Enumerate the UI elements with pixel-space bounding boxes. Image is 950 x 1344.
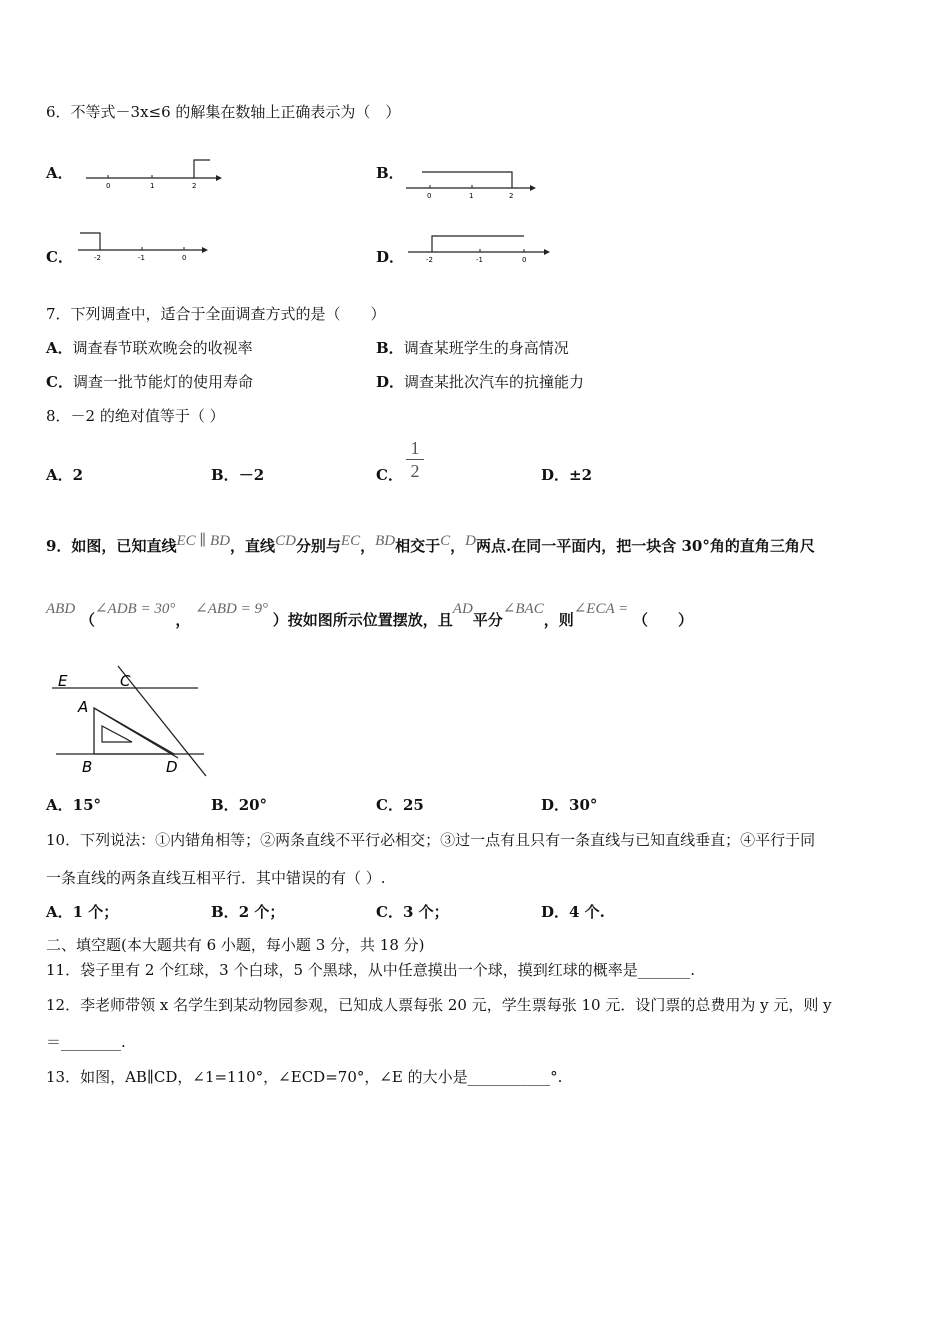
q8-stem: 8．－2 的绝对值等于（ ）: [46, 407, 225, 425]
q9-option-b: B．20°: [211, 796, 268, 814]
q6-option-a-numberline: [80, 150, 230, 195]
q7-option-b: B．调查某班学生的身高情况: [376, 339, 569, 357]
q6-option-b-label: B．: [376, 164, 404, 182]
q6d-tick-0: -2: [426, 256, 433, 264]
q8-option-c-label: C．: [376, 466, 403, 484]
q6b-tick-0: 0: [427, 192, 432, 200]
q9-option-d: D．30°: [541, 796, 598, 814]
q9-option-c: C．25: [376, 796, 424, 814]
q9-option-a: A．15°: [46, 796, 102, 814]
q12-line2: ＝________.: [46, 1033, 126, 1051]
q6c-tick-2: 0: [182, 254, 187, 262]
fig-label-c: C: [120, 672, 131, 690]
q6b-tick-1: 1: [469, 192, 474, 200]
q6-option-c-numberline: [74, 228, 214, 268]
q6-option-a-label: A．: [46, 164, 73, 182]
q6b-tick-2: 2: [509, 192, 514, 200]
q6-stem: 6．不等式－3x≤6 的解集在数轴上正确表示为（ ）: [46, 103, 401, 121]
fig-label-b: B: [82, 758, 93, 776]
q6d-tick-1: -1: [476, 256, 483, 264]
q9-stem-line2: ABD （∠ADB = 30°， ∠ABD = 9° ）按如图所示位置摆放，且AD平分∠BAC，则∠ECA = （ ）: [46, 601, 694, 629]
q11-text: 11．袋子里有 2 个红球，3 个白球，5 个黑球，从中任意摸出一个球，摸到红球的概率是_______.: [46, 961, 696, 979]
q9-stem-line1: 9．如图，已知直线EC ∥ BD，直线CD分别与EC，BD相交于C，D两点.在同一平面内，把一块含 30°角的直角三角尺: [46, 533, 815, 555]
q6a-tick-1: 1: [150, 182, 155, 190]
q10-option-d: D．4 个.: [541, 903, 605, 921]
q7-option-a: A．调查春节联欢晚会的收视率: [46, 339, 253, 357]
q12-line1: 12．李老师带领 x 名学生到某动物园参观，已知成人票每张 20 元，学生票每张 10 元．设门票的总费用为 y 元，则 y: [46, 996, 832, 1014]
q8-option-b: B．－2: [211, 466, 265, 484]
q6a-tick-2: 2: [192, 182, 197, 190]
q6c-tick-0: -2: [94, 254, 101, 262]
q10-stem-line2: 一条直线的两条直线互相平行．其中错误的有（ ）.: [46, 869, 386, 887]
fig-label-e: E: [58, 672, 68, 690]
fig-label-d: D: [166, 758, 178, 776]
q6c-tick-1: -1: [138, 254, 145, 262]
q10-option-a: A．1 个；: [46, 903, 119, 921]
q10-option-c: C．3 个；: [376, 903, 449, 921]
q7-option-c: C．调查一批节能灯的使用寿命: [46, 373, 253, 391]
q10-option-b: B．2 个；: [211, 903, 285, 921]
q8-option-d: D．±2: [541, 466, 593, 484]
q13-text: 13．如图，AB∥CD，∠1=110°，∠ECD=70°，∠E 的大小是___________°.: [46, 1068, 563, 1086]
q10-stem-line1: 10．下列说法：①内错角相等；②两条直线不平行必相交；③过一点有且只有一条直线与已知直线垂直；④平行于同: [46, 831, 816, 849]
q6-option-c-label: C．: [46, 248, 73, 266]
section2-heading: 二、填空题(本大题共有 6 小题，每小题 3 分，共 18 分): [46, 936, 425, 954]
q9-figure: [46, 664, 211, 779]
q6a-tick-0: 0: [106, 182, 111, 190]
q7-option-d: D．调查某批次汽车的抗撞能力: [376, 373, 585, 391]
q8-option-c-fraction: 1 2: [404, 438, 426, 481]
fig-label-a: A: [78, 698, 89, 716]
q6d-tick-2: 0: [522, 256, 527, 264]
q7-stem: 7．下列调查中，适合于全面调查方式的是（ ）: [46, 305, 386, 323]
q6-option-d-label: D．: [376, 248, 405, 266]
q6-option-b-numberline: [402, 162, 542, 204]
q8-option-a: A．2: [46, 466, 84, 484]
q6-option-d-numberline: [404, 228, 556, 268]
